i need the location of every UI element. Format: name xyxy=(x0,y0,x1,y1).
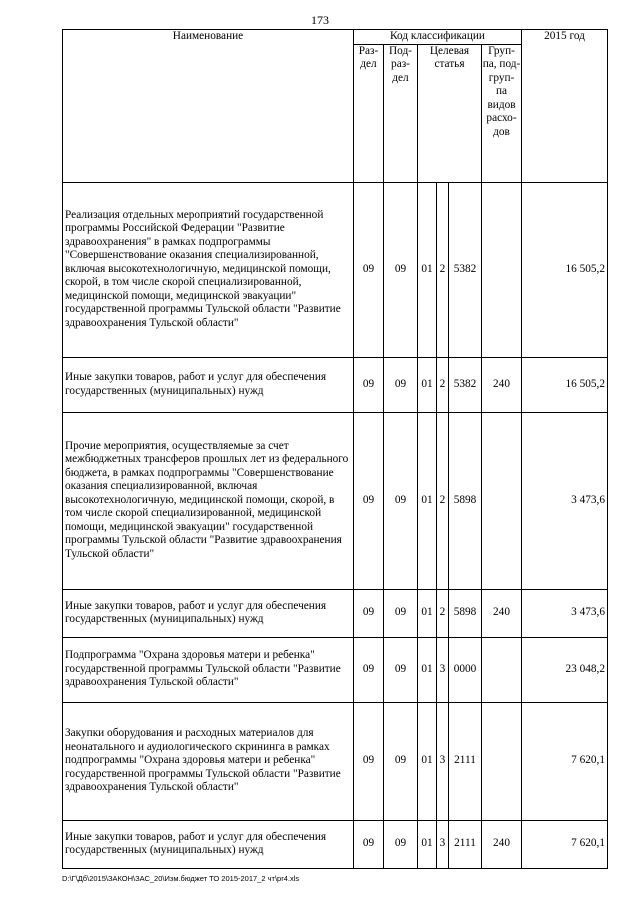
row-name: Закупки оборудования и расходных материалов для неонатального и аудиологического скрининга в рамках подпрограммы "Охрана здоровья матери и ребенка" государственной программы Тульской области "Развитие здравоохранения Тульской области" xyxy=(63,702,354,820)
header-name: Наименование xyxy=(63,30,354,183)
row-name: Иные закупки товаров, работ и услуг для обеспечения государственных (муниципальных) нужд xyxy=(63,589,354,637)
row-razdel: 09 xyxy=(354,820,384,868)
row-amount: 23 048,2 xyxy=(522,637,608,702)
row-razdel: 09 xyxy=(354,357,384,412)
header-podrazdel: Под- раз- дел xyxy=(384,44,418,182)
row-razdel: 09 xyxy=(354,182,384,357)
row-target-2: 2 xyxy=(437,412,449,589)
header-year: 2015 год xyxy=(522,30,608,183)
row-name: Иные закупки товаров, работ и услуг для обеспечения государственных (муниципальных) нужд xyxy=(63,357,354,412)
table-row xyxy=(63,702,608,820)
row-target-3: 5898 xyxy=(449,589,482,637)
row-razdel: 09 xyxy=(354,589,384,637)
row-amount: 16 505,2 xyxy=(522,357,608,412)
row-target-2: 2 xyxy=(437,357,449,412)
row-razdel: 09 xyxy=(354,412,384,589)
header-target: Целевая статья xyxy=(418,44,482,182)
row-name: Иные закупки товаров, работ и услуг для обеспечения государственных (муниципальных) нужд xyxy=(63,820,354,868)
row-target-2: 2 xyxy=(437,589,449,637)
row-target-3: 2111 xyxy=(449,702,482,820)
header-code: Код классификации xyxy=(354,30,522,45)
row-group xyxy=(482,412,522,589)
row-podrazdel: 09 xyxy=(384,589,418,637)
row-amount: 3 473,6 xyxy=(522,589,608,637)
row-amount: 16 505,2 xyxy=(522,182,608,357)
file-path-footer: D:\Г\Дб\2015\ЗАКОН\ЗАС_20\Изм.бюджет ТО 2015-2017_2 чт\pr4.xls xyxy=(62,874,300,883)
page-number: 173 xyxy=(311,13,329,27)
row-target-1: 01 xyxy=(418,637,437,702)
row-group xyxy=(482,702,522,820)
row-podrazdel: 09 xyxy=(384,820,418,868)
budget-table xyxy=(62,29,608,869)
row-group xyxy=(482,182,522,357)
row-podrazdel: 09 xyxy=(384,412,418,589)
table-row xyxy=(63,637,608,702)
row-target-3: 5382 xyxy=(449,182,482,357)
table-row xyxy=(63,589,608,637)
row-name: Подпрограмма "Охрана здоровья матери и ребенка" государственной программы Тульской области "Развитие здравоохранения Тульской области" xyxy=(63,637,354,702)
row-target-2: 3 xyxy=(437,820,449,868)
row-podrazdel: 09 xyxy=(384,702,418,820)
row-target-2: 2 xyxy=(437,182,449,357)
row-group: 240 xyxy=(482,820,522,868)
header-razdel: Раз- дел xyxy=(354,44,384,182)
row-amount: 7 620,1 xyxy=(522,702,608,820)
row-target-2: 3 xyxy=(437,702,449,820)
row-razdel: 09 xyxy=(354,702,384,820)
row-target-3: 2111 xyxy=(449,820,482,868)
row-razdel: 09 xyxy=(354,637,384,702)
row-amount: 3 473,6 xyxy=(522,412,608,589)
row-amount: 7 620,1 xyxy=(522,820,608,868)
row-name: Реализация отдельных мероприятий государственной программы Российской Федерации "Развитие здравоохранения" в рамках подпрограммы "Совершенствование оказания специализированной, включая высокотехнологичную, медицинской помощи, скорой, в том числе скорой специализированной, медицинской помощи, медицинской эвакуации" государственной программы Тульской области "Развитие здравоохранения Тульской области" xyxy=(63,182,354,357)
row-target-1: 01 xyxy=(418,702,437,820)
row-target-1: 01 xyxy=(418,820,437,868)
row-name: Прочие мероприятия, осуществляемые за счет межбюджетных трансферов прошлых лет из федерального бюджета, в рамках подпрограммы "Совершенствование оказания специализированной, включая высокотехнологичную, медицинской помощи, скорой, в том числе скорой специализированной, медицинской помощи, медицинской эвакуации" государственной программы Тульской области "Развитие здравоохранения Тульской области" xyxy=(63,412,354,589)
row-target-1: 01 xyxy=(418,357,437,412)
row-podrazdel: 09 xyxy=(384,182,418,357)
row-podrazdel: 09 xyxy=(384,357,418,412)
row-target-3: 5898 xyxy=(449,412,482,589)
row-group: 240 xyxy=(482,589,522,637)
table-row xyxy=(63,820,608,868)
row-podrazdel: 09 xyxy=(384,637,418,702)
table-row xyxy=(63,357,608,412)
row-target-1: 01 xyxy=(418,412,437,589)
header-group: Груп- па, под- груп- па видов расхо- дов xyxy=(482,44,522,182)
table-row xyxy=(63,182,608,357)
row-group: 240 xyxy=(482,357,522,412)
table-row xyxy=(63,412,608,589)
row-target-1: 01 xyxy=(418,182,437,357)
row-target-3: 0000 xyxy=(449,637,482,702)
row-target-3: 5382 xyxy=(449,357,482,412)
row-group xyxy=(482,637,522,702)
row-target-2: 3 xyxy=(437,637,449,702)
row-target-1: 01 xyxy=(418,589,437,637)
